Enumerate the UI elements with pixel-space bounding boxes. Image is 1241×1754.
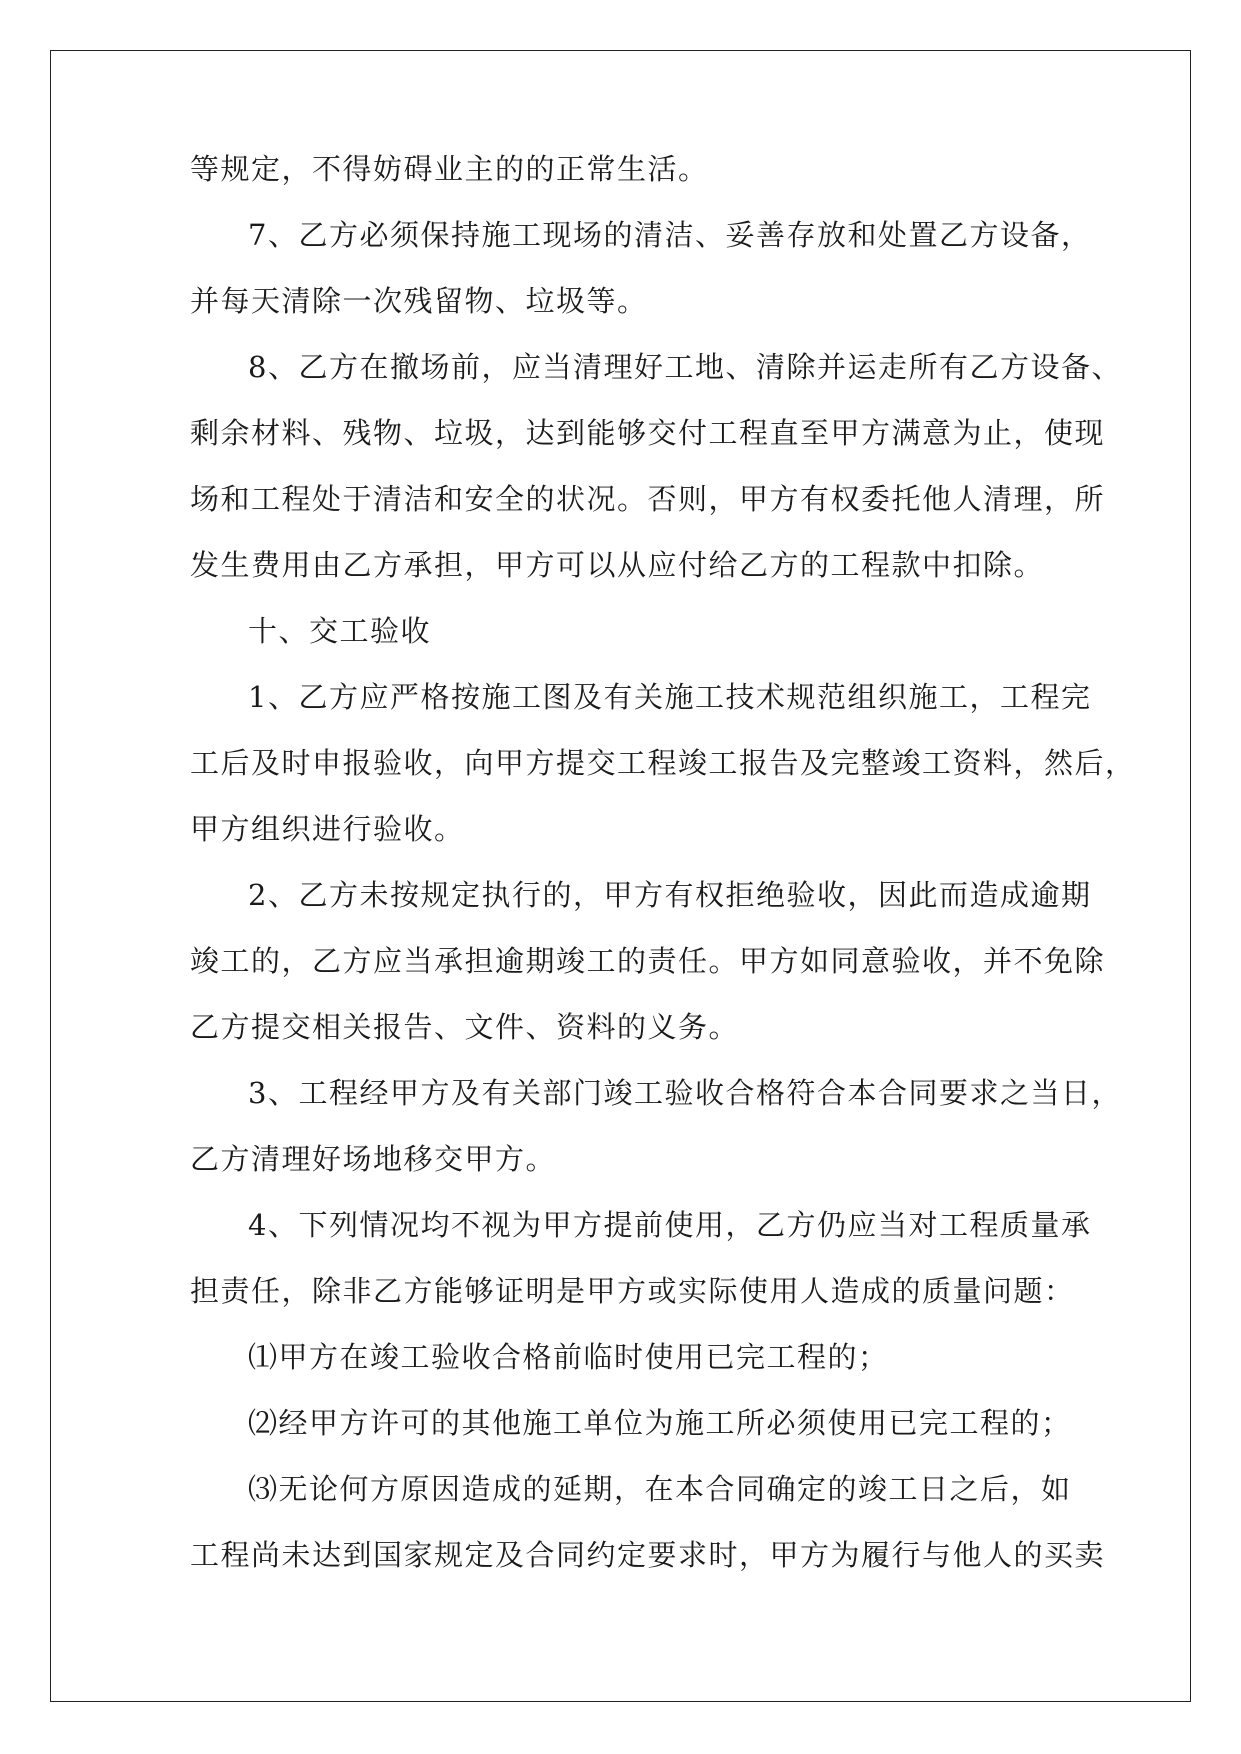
text-line: 乙方清理好场地移交甲方。 [190,1142,557,1176]
text-line: 担责任，除非乙方能够证明是甲方或实际使用人造成的质量问题： [190,1274,1075,1308]
text-line: 并每天清除一次残留物、垃圾等。 [190,284,648,318]
section-heading: 十、交工验收 [248,614,432,648]
text-line: 剩余材料、残物、垃圾，达到能够交付工程直至甲方满意为止，使现 [190,416,1106,450]
text-line: 4、下列情况均不视为甲方提前使用，乙方仍应当对工程质量承 [248,1208,1092,1242]
document-body [190,152,1136,1606]
text-line: 工程尚未达到国家规定及合同约定要求时，甲方为履行与他人的买卖 [190,1538,1106,1572]
text-line: ⑵经甲方许可的其他施工单位为施工所必须使用已完工程的； [248,1406,1072,1440]
text-line: 等规定，不得妨碍业主的的正常生活。 [190,152,709,186]
text-line: 1、乙方应严格按施工图及有关施工技术规范组织施工，工程完 [248,680,1092,714]
text-line: 8、乙方在撤场前，应当清理好工地、清除并运走所有乙方设备、 [248,350,1122,384]
text-line: 场和工程处于清洁和安全的状况。否则，甲方有权委托他人清理，所 [190,482,1106,516]
text-line: 2、乙方未按规定执行的，甲方有权拒绝验收，因此而造成逾期 [248,878,1092,912]
text-line: 发生费用由乙方承担，甲方可以从应付给乙方的工程款中扣除。 [190,548,1045,582]
text-line: 3、工程经甲方及有关部门竣工验收合格符合本合同要求之当日， [248,1076,1122,1110]
text-line: ⑶无论何方原因造成的延期，在本合同确定的竣工日之后，如 [248,1472,1072,1506]
text-line: ⑴甲方在竣工验收合格前临时使用已完工程的； [248,1340,889,1374]
text-line: 乙方提交相关报告、文件、资料的义务。 [190,1010,740,1044]
text-line: 甲方组织进行验收。 [190,812,465,846]
text-line: 工后及时申报验收，向甲方提交工程竣工报告及完整竣工资料，然后， [190,746,1136,780]
text-line: 7、乙方必须保持施工现场的清洁、妥善存放和处置乙方设备， [248,218,1092,252]
text-line: 竣工的，乙方应当承担逾期竣工的责任。甲方如同意验收，并不免除 [190,944,1106,978]
